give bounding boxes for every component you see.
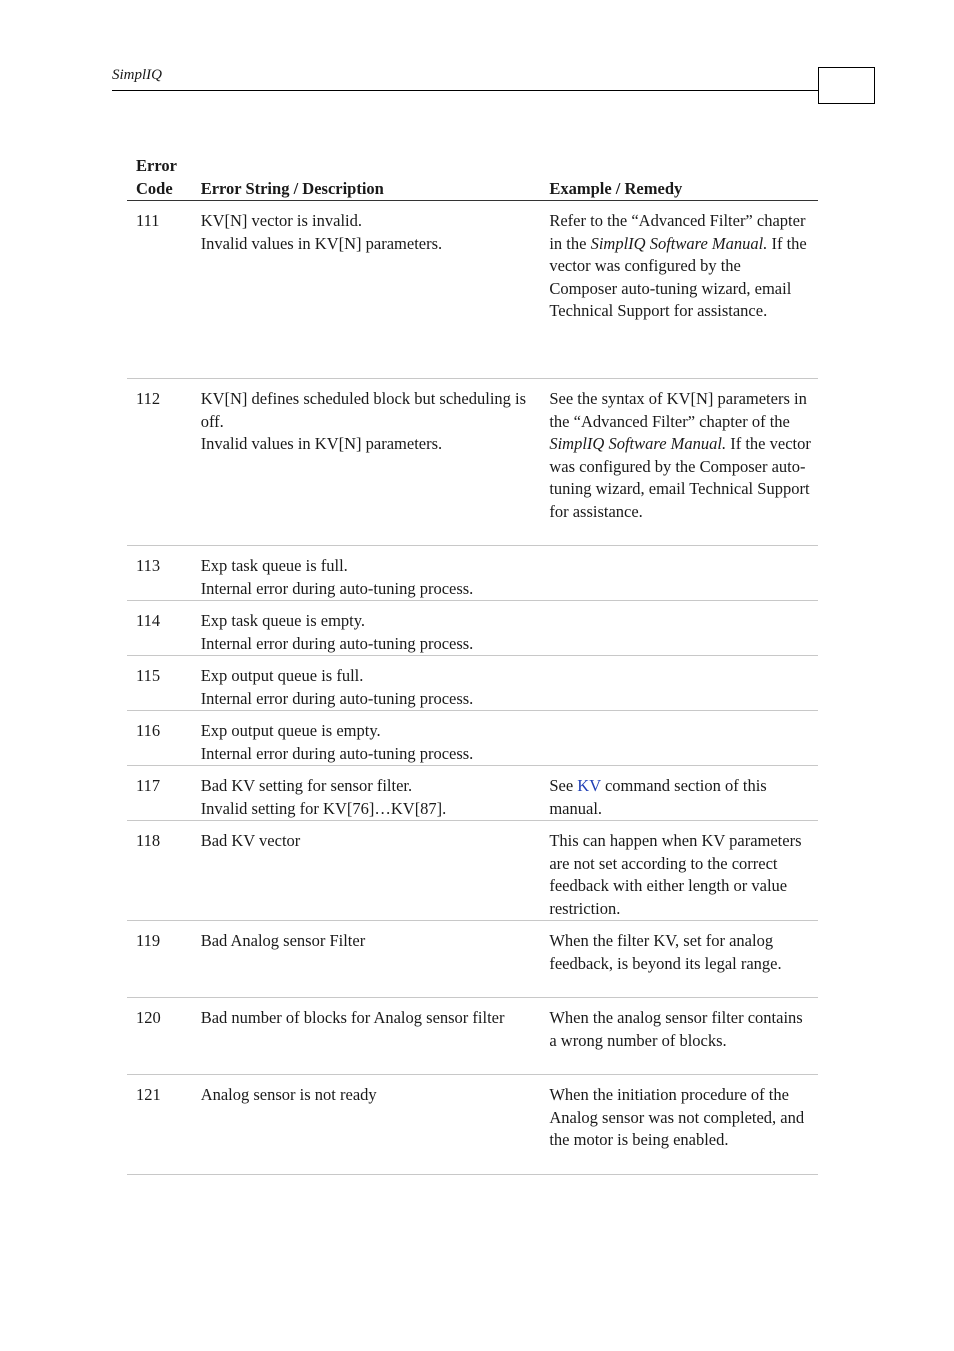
- error-remedy: When the analog sensor filter contains a wrong number of blocks.: [549, 998, 818, 1075]
- error-code: 112: [127, 379, 201, 546]
- table-header-row: [127, 155, 818, 201]
- column-header-code: Error Code: [127, 155, 201, 201]
- table-row: [127, 766, 818, 821]
- error-remedy: Refer to the “Advanced Filter” chapter in the SimplIQ Software Manual. If the vector was configured by the Composer auto-tuning wizard, email Technical Support for assistance.: [549, 201, 818, 379]
- error-code: 113: [127, 546, 201, 601]
- error-code: 116: [127, 711, 201, 766]
- error-remedy: When the initiation procedure of the Analog sensor was not completed, and the motor is being enabled.: [549, 1075, 818, 1175]
- error-description: Bad KV vector: [201, 821, 550, 921]
- table-row: [127, 379, 818, 546]
- table-row: [127, 998, 818, 1075]
- table-row: [127, 821, 818, 921]
- error-description: Analog sensor is not ready: [201, 1075, 550, 1175]
- table-row: [127, 656, 818, 711]
- error-remedy: [549, 656, 818, 711]
- error-remedy: [549, 601, 818, 656]
- table-row: [127, 546, 818, 601]
- error-remedy: When the filter KV, set for analog feedback, is beyond its legal range.: [549, 921, 818, 998]
- table-row: [127, 1075, 818, 1175]
- page-number-box: [818, 67, 875, 104]
- table-row: [127, 201, 818, 379]
- error-remedy: See KV command section of this manual.: [549, 766, 818, 821]
- error-description: Bad Analog sensor Filter: [201, 921, 550, 998]
- error-code: 115: [127, 656, 201, 711]
- column-header-remedy: Example / Remedy: [549, 155, 818, 201]
- error-code: 121: [127, 1075, 201, 1175]
- error-remedy: See the syntax of KV[N] parameters in the “Advanced Filter” chapter of the SimplIQ Software Manual. If the vector was configured by the Composer auto-tuning wizard, email Technical Support for assistance.: [549, 379, 818, 546]
- error-remedy: [549, 546, 818, 601]
- table-row: [127, 711, 818, 766]
- error-description: KV[N] defines scheduled block but scheduling is off. Invalid values in KV[N] parameters.: [201, 379, 550, 546]
- error-code-table: [127, 155, 818, 1175]
- error-code: 120: [127, 998, 201, 1075]
- error-description: KV[N] vector is invalid. Invalid values in KV[N] parameters.: [201, 201, 550, 379]
- error-description: Bad number of blocks for Analog sensor filter: [201, 998, 550, 1075]
- table-row: [127, 601, 818, 656]
- error-code: 119: [127, 921, 201, 998]
- error-code: 118: [127, 821, 201, 921]
- kv-command-link[interactable]: KV: [577, 776, 601, 795]
- error-code: 114: [127, 601, 201, 656]
- error-description: Exp task queue is full. Internal error during auto-tuning process.: [201, 546, 550, 601]
- error-description: Bad KV setting for sensor filter. Invalid setting for KV[76]…KV[87].: [201, 766, 550, 821]
- error-description: Exp task queue is empty. Internal error during auto-tuning process.: [201, 601, 550, 656]
- running-header-title: SimplIQ: [112, 67, 162, 83]
- error-code: 117: [127, 766, 201, 821]
- error-remedy: This can happen when KV parameters are not set according to the correct feedback with either length or value restriction.: [549, 821, 818, 921]
- table-row: [127, 921, 818, 998]
- error-code: 111: [127, 201, 201, 379]
- error-description: Exp output queue is full. Internal error during auto-tuning process.: [201, 656, 550, 711]
- error-description: Exp output queue is empty. Internal error during auto-tuning process.: [201, 711, 550, 766]
- error-remedy: [549, 711, 818, 766]
- header-rule: [112, 90, 819, 91]
- column-header-description: Error String / Description: [201, 155, 550, 201]
